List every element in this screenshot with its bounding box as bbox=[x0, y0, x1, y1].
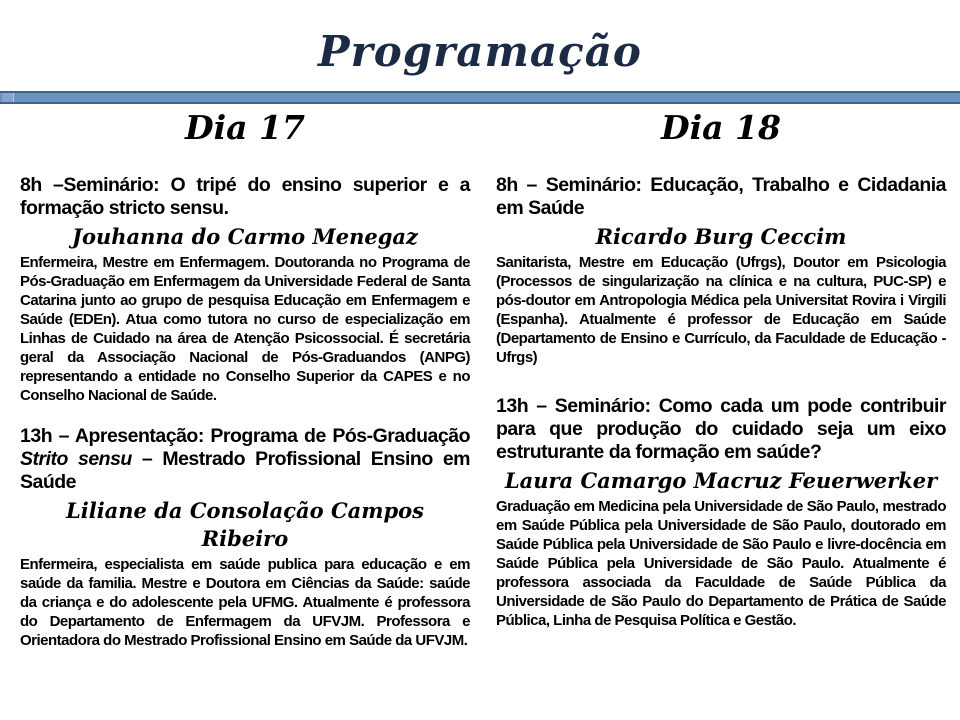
day-18-title: Dia 18 bbox=[661, 108, 781, 147]
day18-8h-speaker-name: Ricardo Burg Ceccim bbox=[595, 224, 847, 249]
day17-13h-heading bbox=[20, 425, 470, 494]
divider-accent bbox=[2, 93, 14, 102]
day17-8h-speaker-name: Jouhanna do Carmo Menegaz bbox=[72, 224, 418, 249]
day17-session-13h bbox=[20, 425, 470, 650]
day17-13h-heading-suffix: – Mestrado Profissional Ensino em Saúde bbox=[20, 448, 471, 493]
day-17-column bbox=[0, 106, 480, 650]
day18-13h-speaker-bio: Graduação em Medicina pela Universidade de São Paulo, mestrado em Saúde Pública pela Universidade de São Paulo, doutorado em Saúde Pública pela Universidade de São Paulo e livre-docência em Saúde Pública pela Universidade de São Paulo. Atualmente é professora associada da Faculdade de Saúde Pública da Universidade de São Paulo do Departamento de Prática de Saúde Pública, Linha de Pesquisa Política e Gestão. bbox=[496, 498, 946, 629]
day18-8h-speaker-bio: Sanitarista, Mestre em Educação (Ufrgs), Doutor em Psicologia (Processos de singularização na clínica e na cultura, PUC-SP) e pós-doutor em Antropologia Médica pela Universitat Rovira i Virgili (Espanha). Atualmente é professor de Educação em Saúde (Departamento de Ensino e Currículo, da Faculdade de Educação - Ufrgs) bbox=[496, 254, 946, 366]
day17-13h-heading-prefix: 13h – Apresentação: Programa de Pós-Graduação bbox=[20, 425, 470, 447]
day-17-title: Dia 17 bbox=[185, 108, 305, 147]
slide-title: Programação bbox=[318, 27, 642, 76]
divider-bar bbox=[0, 91, 960, 104]
day18-13h-speaker-name: Laura Camargo Macruz Feuerwerker bbox=[504, 468, 938, 493]
day17-13h-speaker-name: Liliane da Consolação Campos Ribeiro bbox=[65, 498, 424, 551]
day-18-column bbox=[480, 106, 960, 650]
day17-13h-heading-italic: Strito sensu bbox=[20, 448, 132, 470]
day17-8h-speaker-bio: Enfermeira, Mestre em Enfermagem. Doutoranda no Programa de Pós-Graduação em Enfermagem da Universidade Federal de Santa Catarina junto ao grupo de pesquisa Educação em Enfermagem e Saúde (EDEn). Atua como tutora no curso de especialização em Linhas de Cuidado na área de Atenção Psicossocial. É secretária geral da Associação Nacional de Pós-Graduandos (ANPG) representando a entidade no Conselho Superior da CAPES e no Conselho Nacional de Saúde. bbox=[20, 254, 470, 404]
day18-session-8h bbox=[496, 174, 946, 367]
day18-8h-heading: 8h – Seminário: Educação, Trabalho e Cidadania em Saúde bbox=[496, 174, 946, 219]
day17-13h-speaker-bio: Enfermeira, especialista em saúde publica para educação e em saúde da familia. Mestre e Doutora em Ciências da Saúde: saúde da criança e do adolescente pela UFMG. Atualmente é professora do Departamento de Enfermagem da UFVJM. Professora e Orientadora do Mestrado Profissional Ensino em Saúde da UFVJM. bbox=[20, 556, 470, 649]
program-columns bbox=[0, 106, 960, 650]
day18-13h-heading: 13h – Seminário: Como cada um pode contribuir para que produção do cuidado seja um eixo estruturante da formação em saúde? bbox=[496, 395, 946, 463]
day17-session-8h bbox=[20, 174, 470, 405]
day18-session-13h bbox=[496, 395, 946, 630]
day17-8h-heading: 8h –Seminário: O tripé do ensino superior e a formação stricto sensu. bbox=[20, 174, 470, 219]
